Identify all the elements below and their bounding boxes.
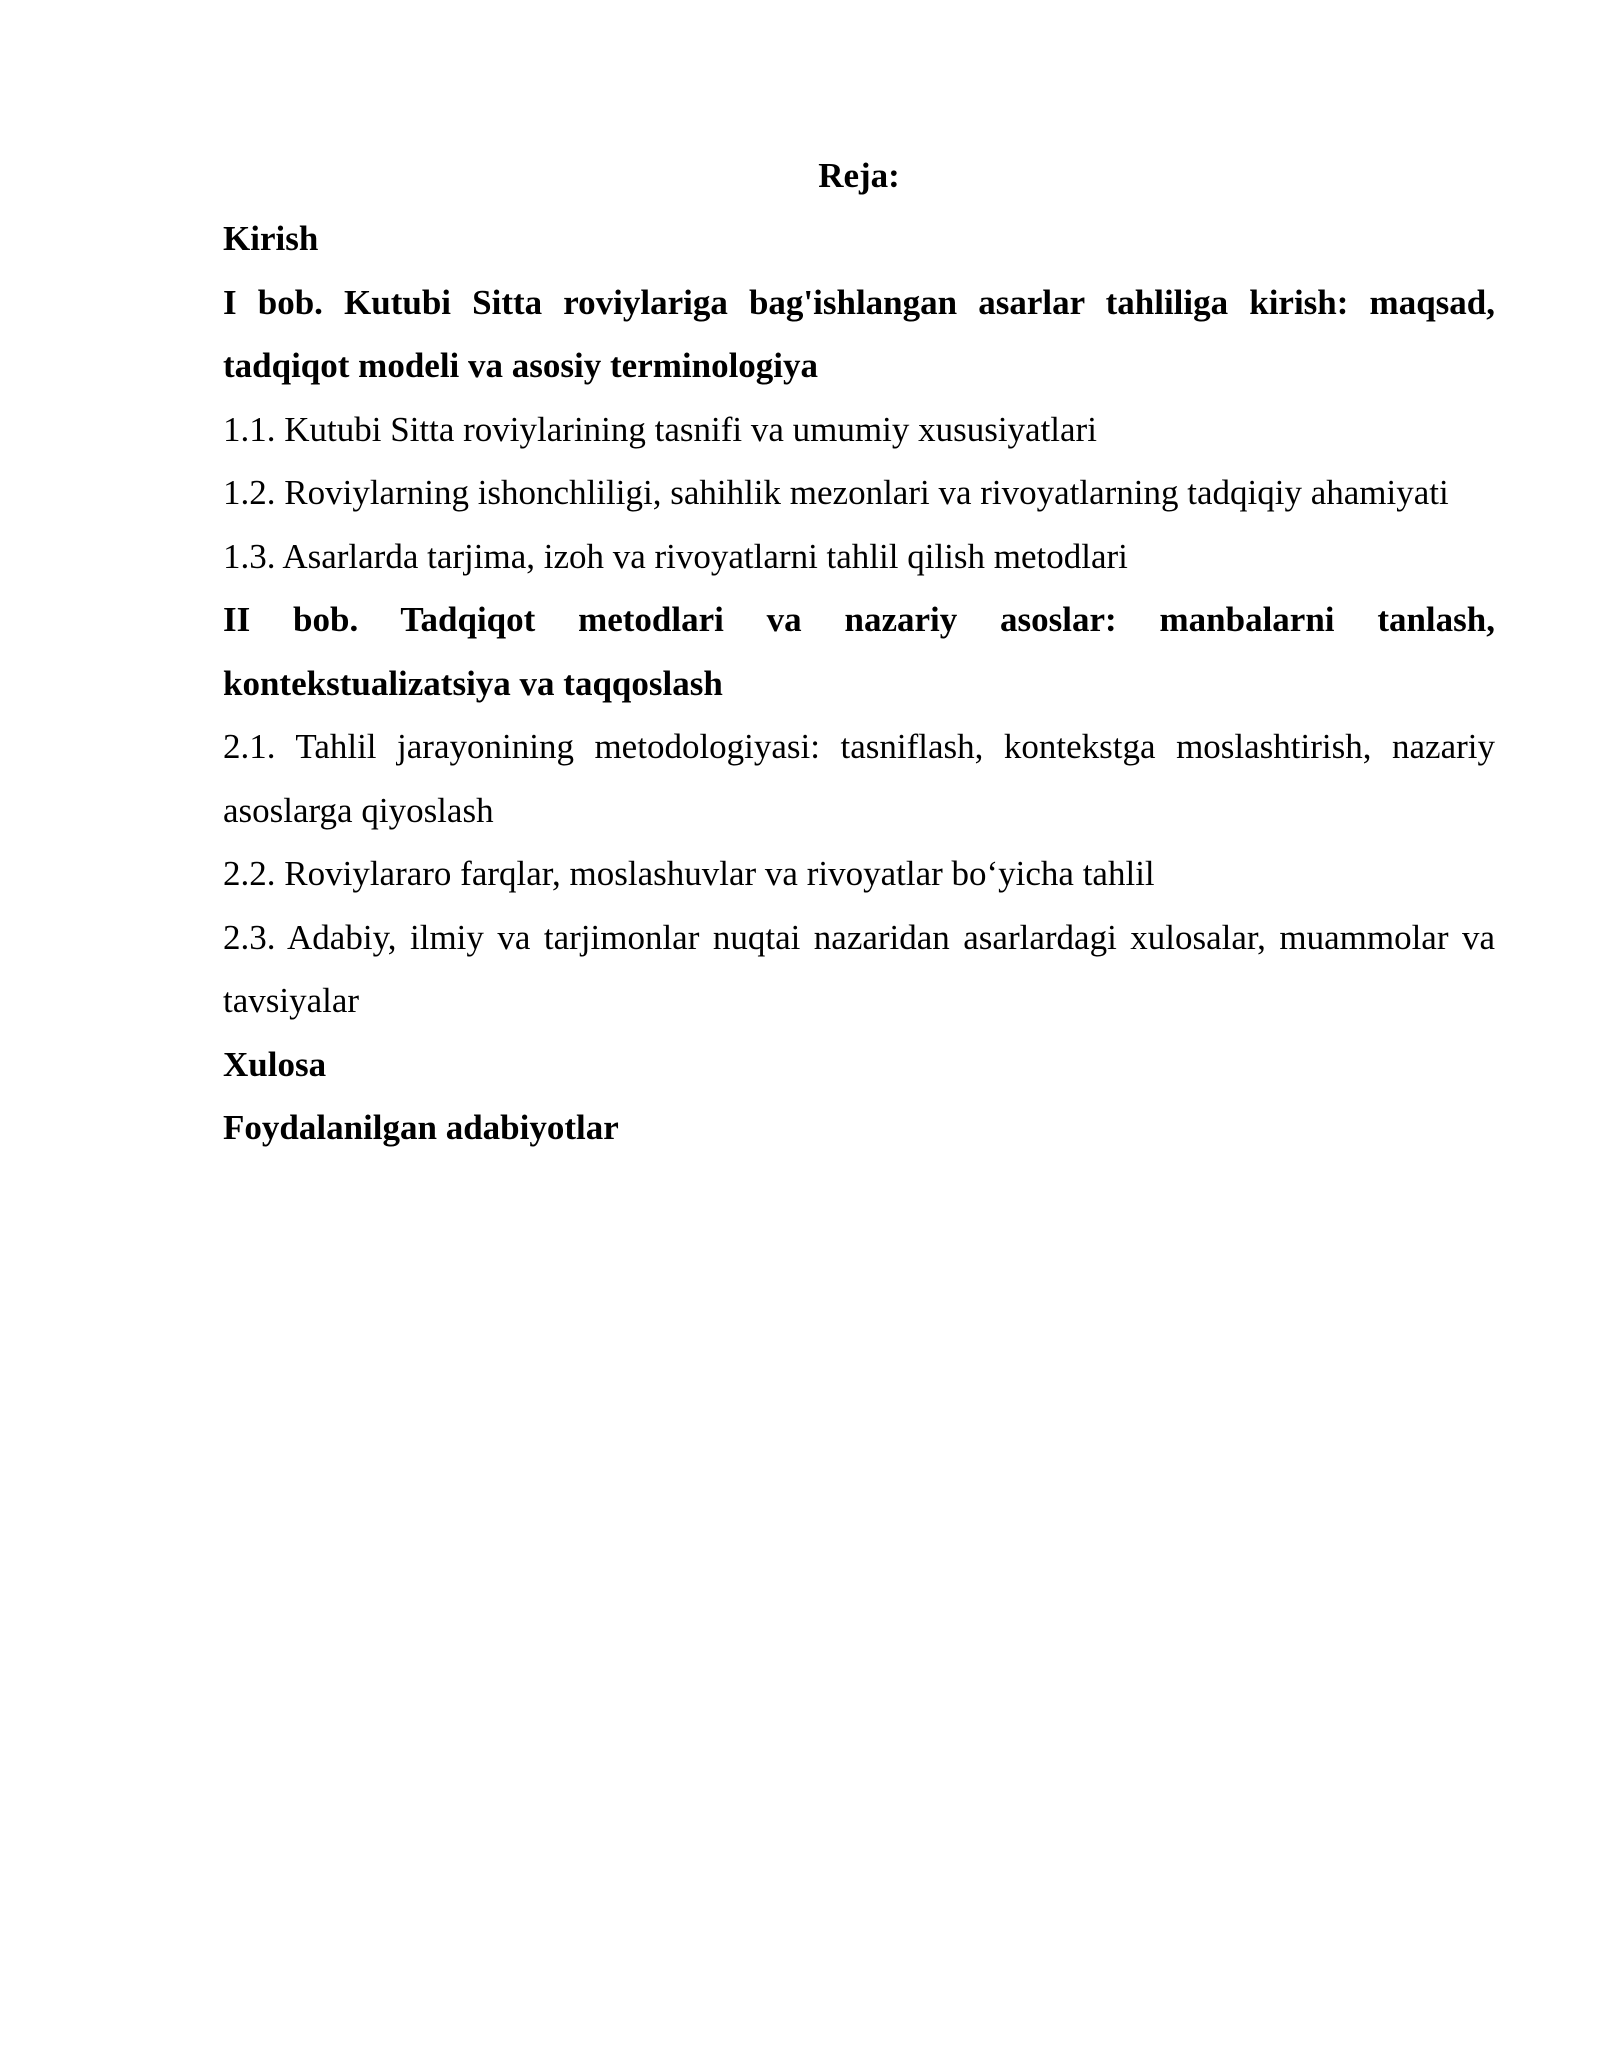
table-of-contents <box>223 144 1495 1160</box>
toc-entry-references: Foydalanilgan adabiyotlar <box>223 1108 619 1147</box>
toc-entry-xulosa: Xulosa <box>223 1044 327 1084</box>
toc-entry-section-1-1: 1.1. Kutubi Sitta roviylarining tasnifi va umumiy xususiyatlari <box>223 409 1097 449</box>
toc-entry-section-1-3: 1.3. Asarlarda tarjima, izoh va rivoyatlarni tahlil qilish metodlari <box>223 536 1128 576</box>
toc-entry-section-1-2: 1.2. Roviylarning ishonchliligi, sahihlik mezonlari va rivoyatlarning tadqiqiy ahamiyati <box>223 473 1449 512</box>
toc-entry-section-2-3: 2.3. Adabiy, ilmiy va tarjimonlar nuqtai nazaridan asarlardagi xulosalar, muammolar va tavsiyalar <box>223 917 1495 1020</box>
toc-entry-section-2-1: 2.1. Tahlil jarayonining metodologiyasi: tasniflash, kontekstga moslashtirish, nazariy asoslarga qiyoslash <box>223 727 1495 830</box>
toc-entry-section-2-2: 2.2. Roviylararo farqlar, moslashuvlar va rivoyatlar bo‘yicha tahlil <box>223 854 1155 893</box>
toc-title: Reja: <box>818 156 900 195</box>
toc-entry-chapter-1: I bob. Kutubi Sitta roviylariga bag'ishlangan asarlar tahliliga kirish: maqsad, tadqiqot modeli va asosiy terminologiya <box>223 282 1495 385</box>
toc-entry-chapter-2: II bob. Tadqiqot metodlari va nazariy asoslar: manbalarni tanlash, kontekstualizatsiya va taqqoslash <box>223 600 1495 703</box>
toc-entry-kirish: Kirish <box>223 219 319 258</box>
